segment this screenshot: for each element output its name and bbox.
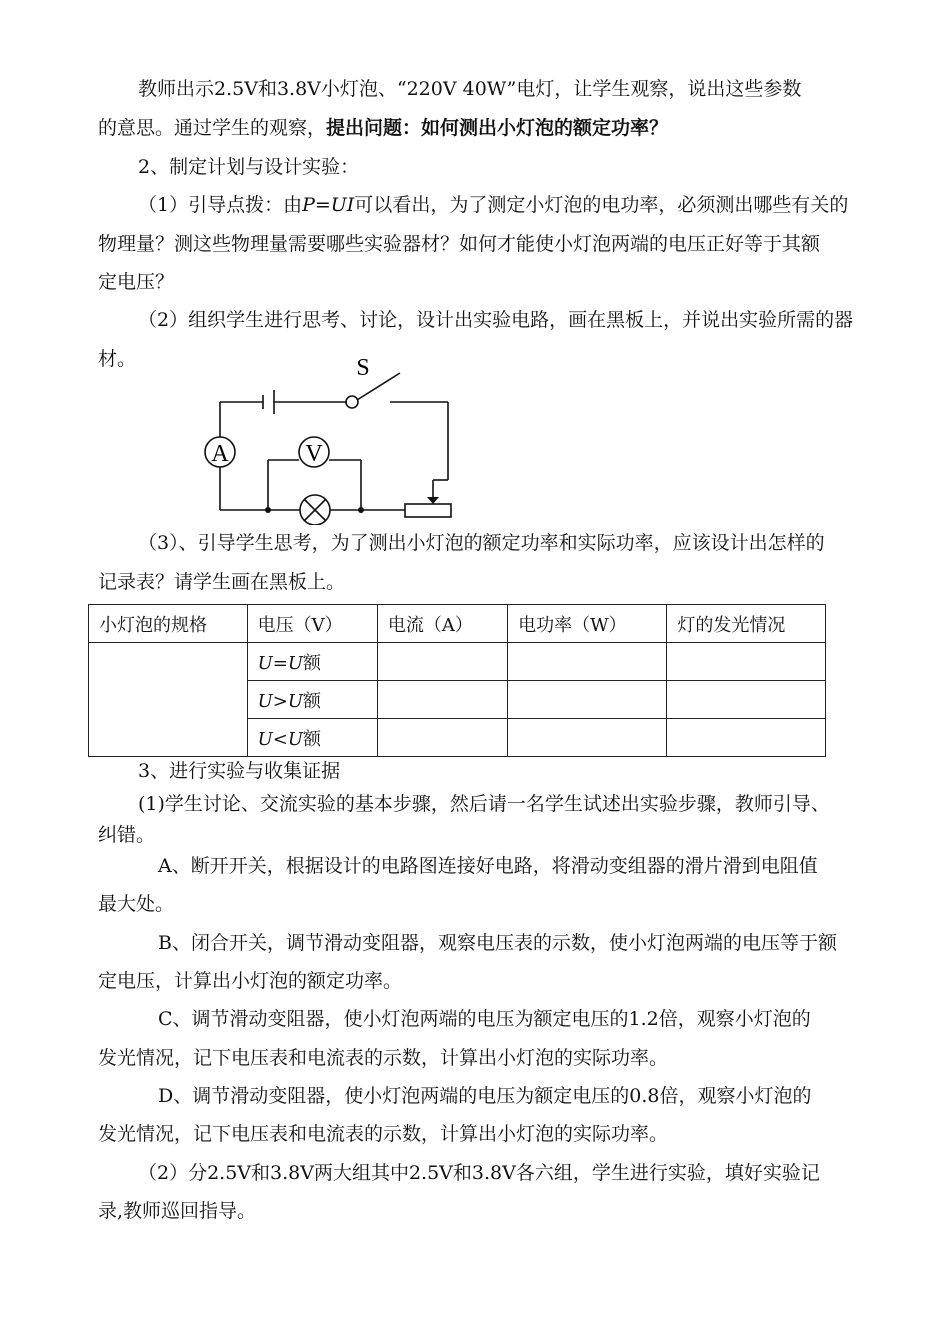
table-cell [508, 719, 667, 757]
table-cell-condition [247, 643, 377, 681]
suffix: 额 [303, 690, 322, 712]
ref-u: U [287, 652, 304, 674]
switch-label: S [356, 355, 370, 381]
table-row [89, 643, 826, 681]
table-header-cell: 电功率（W） [508, 605, 667, 643]
question-bold: 提出问题：如何测出小灯泡的额定功率？ [326, 117, 669, 139]
step-c-line2: 发光情况，记下电压表和电流表的示数，计算出小灯泡的实际功率。 [98, 1047, 669, 1069]
table-header-cell: 电压（V） [247, 605, 377, 643]
table-header-cell: 灯的发光情况 [667, 605, 826, 643]
table-header-row [89, 605, 826, 643]
s2-1-line2: 物理量？测这些物理量需要哪些实验器材？如何才能使小灯泡两端的电压正好等于其额 [98, 233, 821, 255]
ammeter-label: A [211, 441, 229, 467]
step-b-line1: B、闭合开关，调节滑动变阻器，观察电压表的示数，使小灯泡两端的电压等于额 [158, 932, 837, 954]
switch-pivot [346, 396, 358, 408]
section-3-title: 3、进行实验与收集证据 [138, 760, 341, 782]
s2-2-line1: （2）组织学生进行思考、讨论，设计出实验电路，画在黑板上，并说出实验所需的器 [138, 309, 854, 331]
step-a-line1: A、断开开关，根据设计的电路图连接好电路，将滑动变组器的滑片滑到电阻值 [158, 855, 818, 877]
junction-right [358, 507, 364, 513]
s2-3-line1: （3）、引导学生思考，为了测出小灯泡的额定功率和实际功率，应该设计出怎样的 [138, 532, 825, 554]
suffix: 额 [303, 728, 322, 750]
s3-1-line2: 纠错。 [98, 824, 156, 846]
junction-left [265, 507, 271, 513]
voltmeter-label: V [305, 441, 323, 467]
step-d-line2: 发光情况，记下电压表和电流表的示数，计算出小灯泡的实际功率。 [98, 1123, 669, 1145]
s2-1-line1 [138, 192, 848, 218]
table-cell-condition [247, 681, 377, 719]
s3-1-line1: (1)学生讨论、交流实验的基本步骤，然后请一名学生试述出实验步骤，教师引导、 [138, 793, 830, 815]
section-2-title: 2、制定计划与设计实验： [138, 156, 360, 178]
table-cell [377, 681, 507, 719]
table-cell [508, 681, 667, 719]
table-cell [508, 643, 667, 681]
table-cell [667, 643, 826, 681]
s2-1-pre: （1）引导点拨：由 [138, 194, 303, 216]
paragraph-intro-line2 [98, 115, 668, 141]
table-cell [377, 719, 507, 757]
var-u: U [257, 690, 273, 712]
table-cell [667, 719, 826, 757]
suffix: 额 [303, 652, 322, 674]
relation: > [272, 690, 288, 712]
table-cell [667, 681, 826, 719]
circuit-diagram [195, 345, 465, 525]
s2-1-line3: 定电压？ [98, 271, 175, 293]
table-cell [377, 643, 507, 681]
table-cell-spec [89, 643, 248, 757]
paragraph-intro-line1: 教师出示2.5V和3.8V小灯泡、“220V 40W”电灯，让学生观察，说出这些参数 [138, 78, 802, 100]
var-u: U [257, 728, 273, 750]
record-table [88, 604, 826, 757]
intro-text: 的意思。通过学生的观察， [98, 117, 327, 139]
relation: < [272, 728, 288, 750]
step-a-line2: 最大处。 [98, 893, 175, 915]
step-c-line1: C、调节滑动变阻器，使小灯泡两端的电压为额定电压的1.2倍，观察小灯泡的 [158, 1008, 811, 1030]
relation: = [272, 652, 288, 674]
s2-3-line2: 记录表？请学生画在黑板上。 [98, 571, 346, 593]
step-b-line2: 定电压，计算出小灯泡的额定功率。 [98, 970, 403, 992]
s3-2-line2: 录,教师巡回指导。 [98, 1200, 257, 1222]
table-header-cell: 电流（A） [377, 605, 507, 643]
var-u: U [257, 652, 273, 674]
table-cell-condition [247, 719, 377, 757]
rheostat [405, 504, 451, 517]
s2-2-line2: 材。 [98, 348, 137, 370]
formula: P=UI [302, 194, 355, 216]
ref-u: U [287, 728, 304, 750]
s3-2-line1: （2）分2.5V和3.8V两大组其中2.5V和3.8V各六组，学生进行实验，填好实验记 [138, 1162, 820, 1184]
slider-arrow [427, 497, 439, 504]
step-d-line1: D、调节滑动变阻器，使小灯泡两端的电压为额定电压的0.8倍，观察小灯泡的 [158, 1085, 812, 1107]
s2-1-post: 可以看出，为了测定小灯泡的电功率，必须测出哪些有关的 [354, 194, 849, 216]
table-header-cell: 小灯泡的规格 [89, 605, 248, 643]
ref-u: U [287, 690, 304, 712]
